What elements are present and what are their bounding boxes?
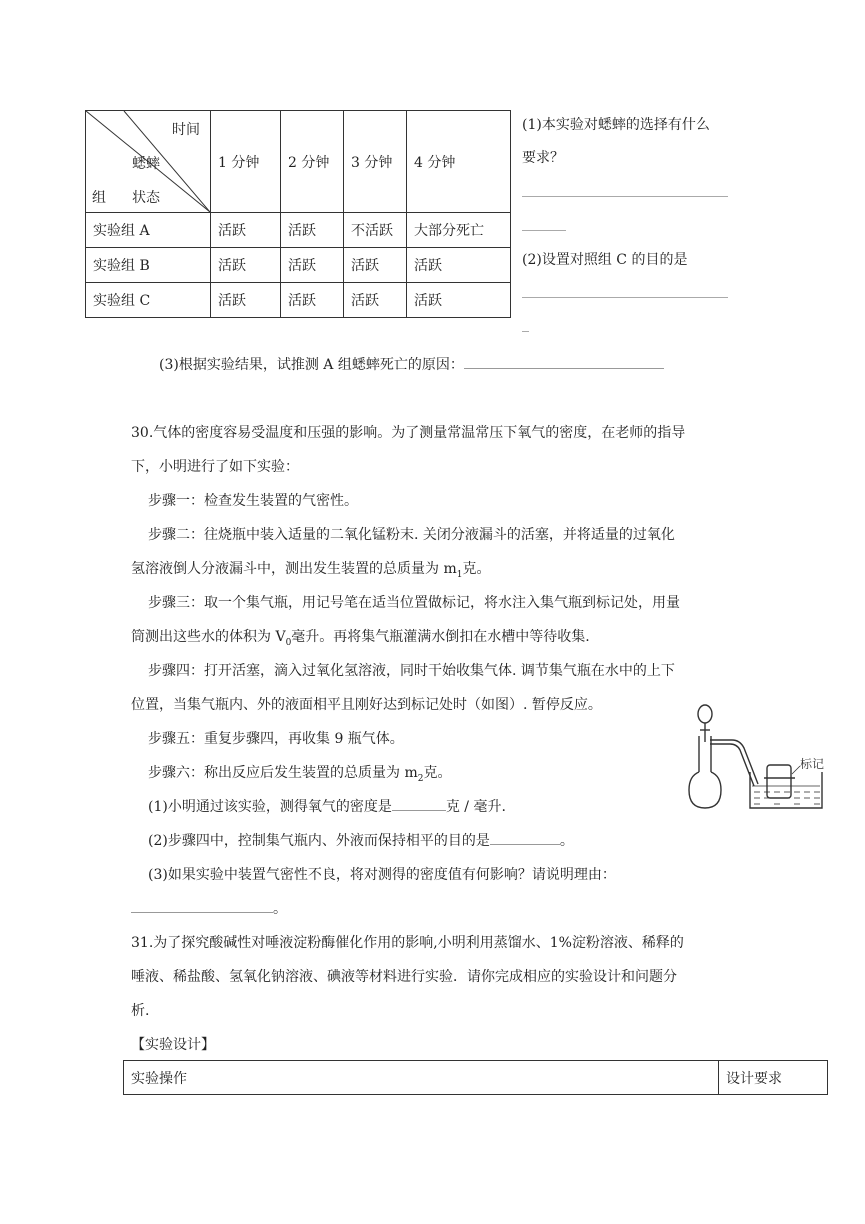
table-cell: 活跃 [211, 283, 281, 318]
table-cell: 活跃 [281, 213, 344, 248]
q31-intro-line1: 31.为了探究酸碱性对唾液淀粉酶催化作用的影响,小明利用蒸馏水、1%淀粉溶液、稀释的 [131, 935, 684, 951]
q30-step1: 步骤一：检查发生装置的气密性。 [148, 493, 358, 509]
col-operation: 实验操作 [124, 1061, 719, 1095]
row-group: 实验组 A [86, 213, 211, 248]
col-minute-2: 2 分钟 [281, 111, 344, 213]
v0-subscript: 0 [285, 637, 292, 648]
q30-step5: 步骤五：重复步骤四，再收集 9 瓶气体。 [148, 731, 404, 747]
q29-q3 [159, 354, 664, 374]
q30-step4-line2: 位置，当集气瓶内、外的液面相平且刚好达到标记处时（如图）. 暂停反应。 [131, 697, 602, 713]
q30-step2-line1: 步骤二：往烧瓶中装入适量的二氧化锰粉末. 关闭分液漏斗的活塞，并将适量的过氧化 [148, 527, 675, 543]
q30-sub2 [148, 830, 574, 850]
q30-step3-line2 [131, 626, 590, 648]
apparatus-figure [688, 700, 824, 812]
table-row [86, 213, 511, 248]
q30-sub1 [148, 796, 506, 816]
q30-step4-line1: 步骤四：打开活塞，滴入过氧化氢溶液，同时干始收集气体. 调节集气瓶在水中的上下 [148, 663, 675, 679]
answer-line [522, 297, 728, 298]
table-cell: 活跃 [211, 248, 281, 283]
q29-q1-line2: 要求？ [522, 150, 564, 166]
q31-intro-line3: 析. [131, 1003, 150, 1019]
answer-blank [490, 830, 560, 845]
table-cell: 大部分死亡 [407, 213, 511, 248]
step2-text: 氢溶液倒人分液漏斗中，测出发生装置的总质量为 m [131, 561, 457, 577]
col-minute-4: 4 分钟 [407, 111, 511, 213]
row-group: 实验组 B [86, 248, 211, 283]
answer-line [522, 331, 529, 332]
q30-sub3-answer [131, 898, 287, 918]
sq1-text: (1)小明通过该实验，测得氧气的密度是 [148, 799, 392, 815]
sq1-unit: 克 / 毫升. [445, 799, 506, 815]
q30-step3-line1: 步骤三：取一个集气瓶，用记号笔在适当位置做标记，将水注入集气瓶到标记处，用量 [148, 595, 680, 611]
step3-text: 筒测出这些水的体积为 V [131, 629, 286, 645]
sq2-text: (2)步骤四中，控制集气瓶内、外液而保持相平的目的是 [148, 833, 490, 849]
row-group: 实验组 C [86, 283, 211, 318]
q30-step2-line2 [131, 558, 490, 580]
q30-intro-line2: 下，小明进行了如下实验： [131, 459, 299, 475]
q30-intro-line1: 30.气体的密度容易受温度和压强的影响。为了测量常温常压下氧气的密度，在老师的指导 [131, 425, 686, 441]
design-table [123, 1060, 828, 1095]
table-row [86, 283, 511, 318]
step6-unit: 克。 [423, 765, 452, 781]
table-cell: 活跃 [281, 283, 344, 318]
col-requirement: 设计要求 [719, 1061, 828, 1095]
step2-unit: 克。 [462, 561, 491, 577]
table-cell: 活跃 [344, 248, 407, 283]
diagonal-header-cell [86, 111, 211, 213]
answer-line [522, 196, 728, 197]
q31-intro-line2: 唾液、稀盐酸、氢氧化钠溶液、碘液等材料进行实验．请你完成相应的实验设计和问题分 [131, 969, 677, 985]
sq3-end: 。 [273, 901, 287, 917]
table-cell: 活跃 [211, 213, 281, 248]
table-cell: 活跃 [344, 283, 407, 318]
table-cell: 活跃 [281, 248, 344, 283]
col-minute-1: 1 分钟 [211, 111, 281, 213]
figure-label: 标记 [800, 757, 824, 771]
q30-step6 [148, 762, 451, 784]
header-state: 状态 [132, 190, 160, 206]
step3-rest: 毫升。再将集气瓶灌满水倒扣在水槽中等待收集. [291, 629, 590, 645]
header-group: 组 [92, 190, 106, 206]
table-cell: 活跃 [407, 248, 511, 283]
q29-q2: (2)设置对照组 C 的目的是 [522, 252, 688, 268]
m1-subscript: 1 [456, 569, 463, 580]
answer-blank [464, 354, 664, 369]
sq2-end: 。 [559, 833, 574, 849]
answer-line [522, 230, 566, 231]
cricket-table [85, 110, 511, 318]
answer-blank [131, 898, 273, 913]
q30-sub3: (3)如果实验中装置气密性不良，将对测得的密度值有何影响？请说明理由： [148, 867, 616, 883]
step6-text: 步骤六：称出反应后发生装置的总质量为 m [148, 765, 418, 781]
m2-subscript: 2 [417, 773, 424, 784]
table-cell: 不活跃 [344, 213, 407, 248]
header-time: 时间 [172, 122, 200, 138]
answer-blank [392, 796, 446, 811]
col-minute-3: 3 分钟 [344, 111, 407, 213]
header-cricket: 蟋蟀 [132, 156, 160, 172]
q29-q1-line1: (1)本实验对蟋蟀的选择有什么 [522, 117, 710, 133]
table-row [86, 248, 511, 283]
q31-design-heading: 【实验设计】 [131, 1037, 215, 1053]
q29-q3-text: (3)根据实验结果，试推测 A 组蟋蟀死亡的原因： [159, 357, 464, 373]
table-cell: 活跃 [407, 283, 511, 318]
